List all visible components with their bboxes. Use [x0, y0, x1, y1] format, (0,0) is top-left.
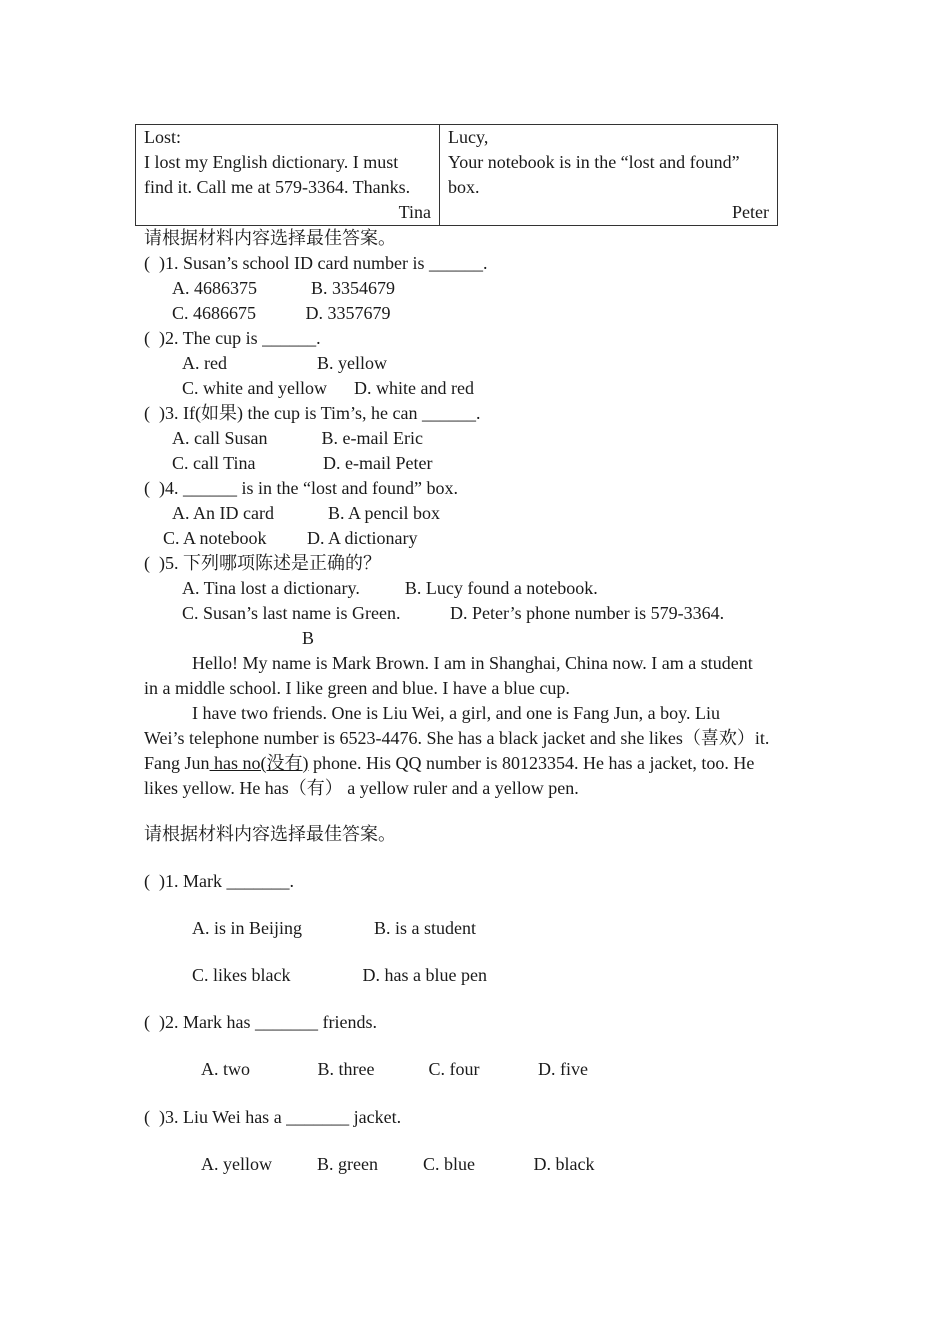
question-stem: ( )1. Susan’s school ID card number is ______. [144, 253, 488, 273]
underlined-phrase: has no(没有) [209, 753, 309, 773]
question-options: A. yellow B. green C. blue D. black [201, 1154, 595, 1174]
instruction-a: 请根据材料内容选择最佳答案。 [144, 228, 396, 248]
lost-note-signature: Tina [398, 202, 431, 222]
instruction-b: 请根据材料内容选择最佳答案。 [144, 824, 396, 844]
question-options: C. 4686675 D. 3357679 [172, 303, 391, 323]
passage-line: in a middle school. I like green and blue. I have a blue cup. [144, 678, 570, 698]
question-options: A. two B. three C. four D. five [201, 1059, 588, 1079]
passage-line: likes yellow. He has（有） a yellow ruler and a yellow pen. [144, 778, 579, 798]
passage-line: I have two friends. One is Liu Wei, a girl, and one is Fang Jun, a boy. Liu [192, 703, 720, 723]
lost-note-title: Lost: [144, 127, 182, 147]
question-options: A. Tina lost a dictionary. B. Lucy found a notebook. [182, 578, 598, 598]
question-options: C. A notebook D. A dictionary [163, 528, 418, 548]
question-options: A. call Susan B. e-mail Eric [172, 428, 423, 448]
found-note-line: box. [448, 177, 480, 197]
found-note-signature: Peter [732, 202, 769, 222]
passage-text: phone. His QQ number is 80123354. He has a jacket, too. He [308, 753, 755, 773]
question-options: C. likes black D. has a blue pen [192, 965, 487, 985]
question-stem: ( )2. Mark has _______ friends. [144, 1012, 377, 1032]
found-note-title: Lucy, [448, 127, 489, 147]
passage-line: Hello! My name is Mark Brown. I am in Shanghai, China now. I am a student [192, 653, 753, 673]
question-options: A. An ID card B. A pencil box [172, 503, 440, 523]
notes-table [135, 124, 778, 226]
question-stem: ( )1. Mark _______. [144, 871, 294, 891]
question-stem: ( )3. If(如果) the cup is Tim’s, he can ______. [144, 403, 481, 423]
question-stem: ( )2. The cup is ______. [144, 328, 321, 348]
question-options: A. 4686375 B. 3354679 [172, 278, 396, 298]
question-options: C. white and yellow D. white and red [182, 378, 474, 398]
question-stem: ( )5. 下列哪项陈述是正确的？ [144, 553, 381, 573]
lost-note [136, 125, 440, 226]
question-options: C. Susan’s last name is Green. D. Peter’s phone number is 579-3364. [182, 603, 725, 623]
passage-text: Fang Jun [144, 753, 210, 773]
question-options: A. red B. yellow [182, 353, 387, 373]
question-stem: ( )3. Liu Wei has a _______ jacket. [144, 1107, 402, 1127]
question-options: C. call Tina D. e-mail Peter [172, 453, 433, 473]
passage-line: Wei’s telephone number is 6523-4476. She has a black jacket and she likes（喜欢）it. [144, 728, 770, 748]
found-note [440, 125, 778, 226]
found-note-line: Your notebook is in the “lost and found” [448, 152, 740, 172]
question-stem: ( )4. ______ is in the “lost and found” box. [144, 478, 458, 498]
passage-line [144, 751, 754, 776]
lost-note-line: find it. Call me at 579-3364. Thanks. [144, 177, 411, 197]
lost-note-line: I lost my English dictionary. I must [144, 152, 399, 172]
question-options: A. is in Beijing B. is a student [192, 918, 477, 938]
section-label-b: B [302, 628, 315, 648]
